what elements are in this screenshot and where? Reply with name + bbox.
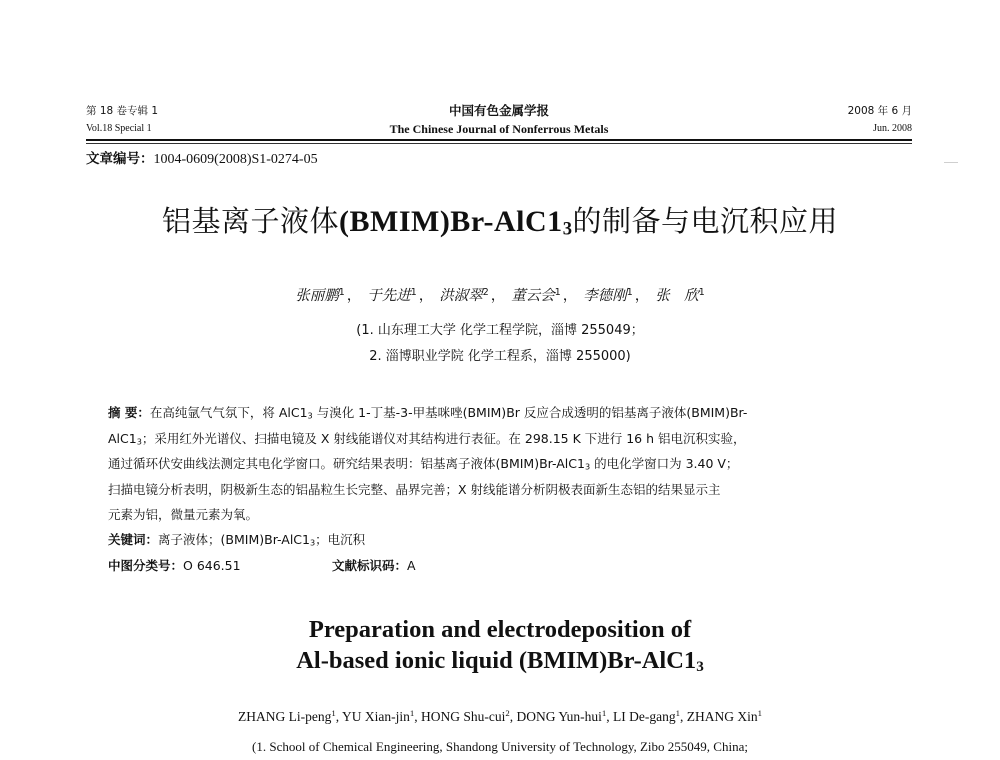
abstract-chinese (108, 400, 898, 528)
affiliations-chinese (0, 318, 1000, 370)
author-name: HONG Shu-cui (420, 708, 506, 724)
authors-chinese (0, 283, 1000, 306)
author-affiliation-mark: 1 (601, 708, 607, 718)
author-name: 张丽鹏 (295, 288, 339, 305)
author-name: ZHANG Li-peng (237, 708, 332, 724)
article-number-value: 1004-0609(2008)S1-0274-05 (153, 152, 318, 167)
header-rule-thin (86, 143, 912, 144)
author-affiliation-mark: 1 (554, 287, 561, 298)
article-number-label: 文章编号： (86, 151, 154, 167)
title-english-subscript: 3 (696, 658, 704, 676)
title-formula-main: (BMIM)Br-AlC1 (339, 205, 563, 238)
author-name: 董云会 (511, 288, 555, 305)
keyword: 离子液体； (158, 532, 221, 547)
abstract-text: AlC1 (108, 430, 137, 446)
abstract-text: 通过循环伏安曲线法测定其电化学窗口。研究结果表明：铝基离子液体(BMIM)Br-AlC1 (108, 456, 585, 471)
author-affiliation-mark: 1 (409, 708, 415, 718)
keywords-chinese (108, 530, 365, 553)
title-chinese-suffix: 的制备与电沉积应用 (572, 204, 838, 238)
author-affiliation-mark: 1 (626, 287, 633, 298)
clc-value: O 646.51 (183, 558, 241, 573)
affiliation-line: (1. 山东理工大学 化学工程学院，淄博 255049； (356, 323, 644, 338)
abstract-text: 在高纯氩气气氛下，将 AlC1 (149, 405, 308, 420)
author-separator: , (680, 708, 687, 724)
author-separator: , (414, 708, 421, 724)
header-date-cn: 2008 年 6 月 (847, 105, 912, 117)
keyword (221, 532, 328, 547)
author-separator: ， (562, 288, 578, 305)
author-name: DONG Yun-hui (516, 708, 602, 724)
author-name: ZHANG Xin (686, 708, 758, 724)
running-header (86, 104, 912, 148)
journal-name-en: The Chinese Journal of Nonferrous Metals (389, 122, 609, 136)
keyword-separator: ； (315, 532, 328, 547)
author-affiliation-mark: 1 (331, 708, 336, 718)
author-name: LI De-gang (613, 708, 676, 724)
journal-name-cn: 中国有色金属学报 (448, 103, 549, 118)
abstract-text: 的电化学窗口为 3.40 V； (590, 456, 739, 471)
abstract-text: ；采用红外光谱仪、扫描电镜及 X 射线能谱仪对其结构进行表征。在 298.15 K 下进行 16 h 铝电沉积实验， (141, 430, 746, 446)
article-number (86, 150, 318, 169)
document-code-value: A (407, 558, 416, 573)
author-affiliation-mark: 2 (505, 708, 510, 718)
author-affiliation-mark: 1 (757, 708, 763, 718)
title-formula-subscript: 3 (562, 218, 573, 240)
author-separator: ， (418, 288, 434, 305)
abstract-line (108, 400, 898, 426)
author-name: 李德刚 (583, 288, 627, 305)
affiliation-english: (1. School of Chemical Engineering, Shandong University of Technology, Zibo 255049, China; (252, 739, 748, 754)
document-code-label: 文献标识码： (332, 558, 408, 573)
author-name: 于先进 (367, 288, 411, 305)
author-separator: , (509, 708, 517, 724)
document-code (332, 556, 416, 576)
keyword: 电沉积 (327, 532, 366, 547)
keyword-formula: (BMIM)Br-AlC1 (220, 532, 310, 547)
author-name: 张 欣 (655, 288, 699, 305)
author-affiliation-mark: 1 (698, 287, 705, 298)
author-affiliation-mark: 1 (675, 708, 681, 718)
header-date-en: Jun. 2008 (873, 123, 912, 134)
margin-mark (944, 162, 958, 163)
abstract-line: 元素为铝，微量元素为氧。 (108, 507, 259, 522)
title-chinese-formula (339, 205, 572, 238)
header-journal (86, 104, 912, 136)
author-affiliation-mark: 1 (338, 287, 345, 298)
author-affiliation-mark: 2 (482, 287, 489, 298)
header-rule-thick (86, 139, 912, 141)
abstract-subscript: 3 (136, 436, 142, 447)
author-separator: ， (346, 288, 362, 305)
authors-english (0, 704, 1000, 726)
title-english-line1: Preparation and electrodeposition of (308, 616, 692, 643)
author-name: 洪淑翠 (439, 288, 483, 305)
clc-label: 中图分类号： (108, 558, 184, 573)
keyword-subscript: 3 (309, 537, 316, 548)
header-date (848, 104, 912, 136)
abstract-line: 扫描电镜分析表明，阴极新生态的铝晶粒生长完整、晶界完善；X 射线能谱分析阴极表面新生态铝的结果显示主 (108, 481, 721, 497)
title-chinese-prefix: 铝基离子液体 (162, 204, 340, 238)
author-name: YU Xian-jin (341, 708, 410, 724)
header-volume-cn: 第 18 卷专辑 1 (86, 105, 159, 117)
abstract-subscript: 3 (584, 461, 591, 472)
abstract-subscript: 3 (307, 410, 313, 421)
abstract-label: 摘 要： (108, 405, 150, 420)
author-separator: ， (490, 288, 506, 305)
classification-line (108, 556, 708, 576)
header-volume-en: Vol.18 Special 1 (86, 123, 152, 134)
author-affiliation-mark: 1 (410, 287, 417, 298)
affiliation-line: 2. 淄博职业学院 化学工程系，淄博 255000) (369, 349, 631, 364)
title-english-line2 (0, 645, 1000, 676)
title-chinese (0, 202, 1000, 249)
title-english (0, 614, 1000, 676)
keywords-label: 关键词： (108, 532, 159, 547)
author-separator: , (606, 708, 614, 724)
title-english-formula: Al-based ionic liquid (BMIM)Br-AlC1 (296, 647, 697, 674)
abstract-line (108, 426, 898, 452)
abstract-line (108, 451, 898, 477)
abstract-text: 与溴化 1-丁基-3-甲基咪唑(BMIM)Br 反应合成透明的铝基离子液体(BMIM)Br- (312, 405, 748, 420)
author-separator: ， (634, 288, 650, 305)
author-separator: , (335, 708, 342, 724)
